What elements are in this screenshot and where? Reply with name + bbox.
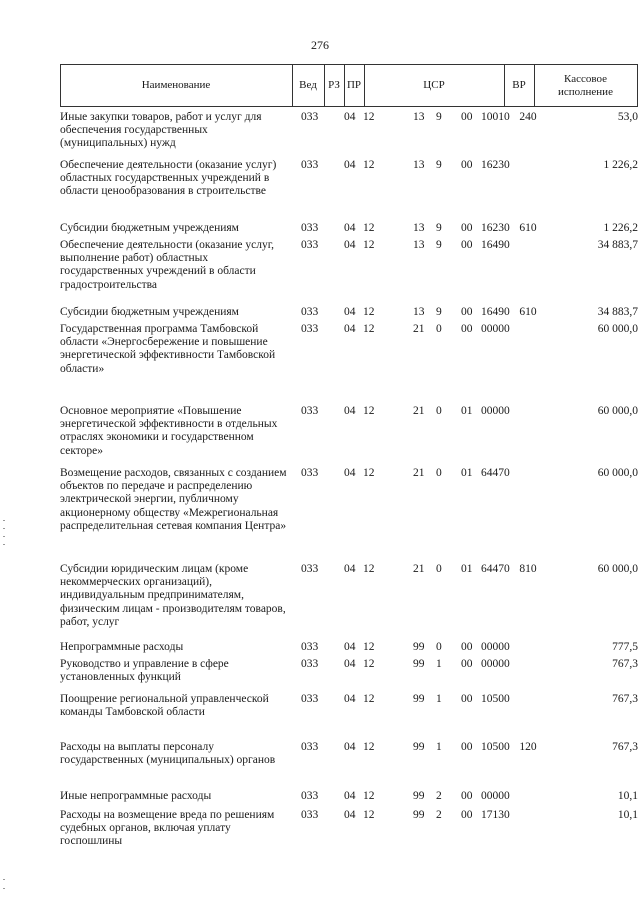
margin-mark	[3, 879, 5, 880]
cell-rz: 04	[344, 239, 356, 251]
header-vr: ВР	[512, 79, 526, 91]
cell-c4: 16230	[481, 222, 510, 234]
cell-c3: 00	[461, 693, 473, 705]
cell-c4: 16490	[481, 239, 510, 251]
cell-c1: 21	[413, 323, 425, 335]
cell-c1: 99	[413, 658, 425, 670]
cell-ved: 033	[301, 658, 319, 670]
cell-c4: 64470	[481, 467, 510, 479]
cell-ki: 10,1	[617, 809, 638, 821]
table-header	[60, 64, 638, 107]
cell-ved: 033	[301, 405, 319, 417]
header-cash-execution: Кассовое исполнение	[558, 72, 613, 98]
cell-ki: 1 226,2	[603, 159, 638, 171]
cell-name: Возмещение расходов, связанных с созданием объектов по передаче и распределению электрической энергии, публичному акционерному обществу «Межрегиональная распределительная сетевая компания Центра»	[60, 467, 287, 532]
cell-c4: 00000	[481, 641, 510, 653]
cell-c2: 9	[436, 239, 442, 251]
cell-vr: 810	[519, 563, 537, 575]
cell-name: Обеспечение деятельности (оказание услуг, выполнение работ) областных государственных учреждений в области градостроительства	[60, 239, 275, 291]
cell-c2: 1	[436, 693, 442, 705]
cell-pr: 12	[363, 239, 375, 251]
cell-c4: 00000	[481, 405, 510, 417]
cell-name: Субсидии бюджетным учреждениям	[60, 306, 239, 318]
cell-pr: 12	[363, 467, 375, 479]
cell-c3: 00	[461, 741, 473, 753]
cell-pr: 12	[363, 790, 375, 802]
cell-name: Расходы на возмещение вреда по решениям судебных органов, включая уплату госпошлины	[60, 809, 275, 848]
cell-pr: 12	[363, 159, 375, 171]
margin-mark	[3, 544, 5, 545]
cell-ki: 53,0	[617, 111, 638, 123]
cell-c2: 9	[436, 111, 442, 123]
cell-ki: 1 226,2	[603, 222, 638, 234]
cell-c2: 1	[436, 658, 442, 670]
cell-ki: 777,5	[612, 641, 638, 653]
cell-name: Субсидии юридическим лицам (кроме некоммерческих организаций), индивидуальным предпринимателям, физическим лицам - производителям товаров, работ, услуг	[60, 563, 286, 628]
cell-pr: 12	[363, 563, 375, 575]
cell-ki: 60 000,0	[597, 467, 638, 479]
cell-c2: 9	[436, 306, 442, 318]
cell-c4: 17130	[481, 809, 510, 821]
cell-pr: 12	[363, 741, 375, 753]
cell-vr: 610	[519, 222, 537, 234]
cell-rz: 04	[344, 809, 356, 821]
cell-c3: 01	[461, 405, 473, 417]
cell-c1: 99	[413, 641, 425, 653]
cell-c2: 2	[436, 809, 442, 821]
cell-ki: 767,3	[612, 741, 638, 753]
cell-name: Иные непрограммные расходы	[60, 790, 212, 802]
cell-c3: 00	[461, 306, 473, 318]
cell-rz: 04	[344, 563, 356, 575]
cell-pr: 12	[363, 658, 375, 670]
cell-c1: 13	[413, 111, 425, 123]
header-csr: ЦСР	[423, 79, 445, 91]
cell-name: Поощрение региональной управленческой команды Тамбовской области	[60, 693, 269, 719]
cell-ved: 033	[301, 159, 319, 171]
cell-pr: 12	[363, 405, 375, 417]
page-number: 276	[311, 38, 329, 52]
cell-name: Основное мероприятие «Повышение энергетической эффективности в отдельных отраслях экономики и государственном секторе»	[60, 405, 278, 457]
cell-pr: 12	[363, 306, 375, 318]
cell-ki: 60 000,0	[597, 405, 638, 417]
cell-c4: 16230	[481, 159, 510, 171]
cell-name: Иные закупки товаров, работ и услуг для обеспечения государственных (муниципальных) нужд	[60, 111, 262, 150]
cell-c2: 0	[436, 467, 442, 479]
cell-name: Руководство и управление в сфере установленных функций	[60, 658, 229, 684]
cell-c1: 99	[413, 809, 425, 821]
cell-name: Расходы на выплаты персоналу государственных (муниципальных) органов	[60, 741, 276, 767]
cell-c1: 21	[413, 467, 425, 479]
margin-mark	[3, 536, 5, 537]
cell-c4: 10500	[481, 693, 510, 705]
cell-ved: 033	[301, 467, 319, 479]
cell-rz: 04	[344, 467, 356, 479]
cell-ved: 033	[301, 222, 319, 234]
cell-ved: 033	[301, 741, 319, 753]
cell-ki: 767,3	[612, 693, 638, 705]
cell-ved: 033	[301, 111, 319, 123]
cell-ved: 033	[301, 809, 319, 821]
cell-c3: 00	[461, 222, 473, 234]
cell-c2: 2	[436, 790, 442, 802]
cell-c3: 00	[461, 111, 473, 123]
cell-rz: 04	[344, 693, 356, 705]
cell-ved: 033	[301, 790, 319, 802]
cell-ki: 60 000,0	[597, 563, 638, 575]
cell-ved: 033	[301, 323, 319, 335]
cell-ved: 033	[301, 641, 319, 653]
cell-rz: 04	[344, 641, 356, 653]
cell-rz: 04	[344, 405, 356, 417]
cell-name: Государственная программа Тамбовской области «Энергосбережение и повышение энергетической эффективности Тамбовской области»	[60, 323, 276, 375]
cell-pr: 12	[363, 111, 375, 123]
cell-ved: 033	[301, 239, 319, 251]
cell-vr: 120	[519, 741, 537, 753]
cell-c1: 13	[413, 222, 425, 234]
cell-ki: 60 000,0	[597, 323, 638, 335]
cell-rz: 04	[344, 222, 356, 234]
header-pr: ПР	[346, 79, 362, 91]
cell-c1: 21	[413, 563, 425, 575]
cell-ved: 033	[301, 306, 319, 318]
cell-c3: 00	[461, 658, 473, 670]
cell-c2: 0	[436, 641, 442, 653]
cell-c4: 16490	[481, 306, 510, 318]
cell-rz: 04	[344, 790, 356, 802]
cell-c4: 10010	[481, 111, 510, 123]
cell-c1: 13	[413, 306, 425, 318]
cell-c1: 13	[413, 159, 425, 171]
cell-name: Непрограммные расходы	[60, 641, 184, 653]
cell-c3: 00	[461, 790, 473, 802]
cell-ki: 10,1	[617, 790, 638, 802]
cell-c1: 99	[413, 741, 425, 753]
margin-mark	[3, 520, 5, 521]
cell-pr: 12	[363, 641, 375, 653]
cell-ved: 033	[301, 563, 319, 575]
margin-mark	[3, 528, 5, 529]
header-rz: РЗ	[328, 79, 340, 91]
cell-rz: 04	[344, 741, 356, 753]
cell-rz: 04	[344, 658, 356, 670]
cell-ki: 34 883,7	[597, 239, 638, 251]
cell-rz: 04	[344, 159, 356, 171]
cell-pr: 12	[363, 323, 375, 335]
cell-c4: 00000	[481, 323, 510, 335]
header-ved: Вед	[299, 79, 317, 91]
cell-ki: 34 883,7	[597, 306, 638, 318]
cell-c1: 99	[413, 790, 425, 802]
cell-rz: 04	[344, 323, 356, 335]
cell-vr: 610	[519, 306, 537, 318]
cell-c3: 00	[461, 809, 473, 821]
cell-c3: 00	[461, 323, 473, 335]
cell-c2: 0	[436, 405, 442, 417]
cell-c1: 13	[413, 239, 425, 251]
cell-c2: 9	[436, 222, 442, 234]
cell-c4: 00000	[481, 658, 510, 670]
cell-c4: 00000	[481, 790, 510, 802]
cell-c3: 00	[461, 641, 473, 653]
cell-c3: 01	[461, 467, 473, 479]
cell-pr: 12	[363, 809, 375, 821]
cell-c2: 0	[436, 563, 442, 575]
cell-c3: 00	[461, 239, 473, 251]
cell-rz: 04	[344, 306, 356, 318]
cell-ved: 033	[301, 693, 319, 705]
cell-c3: 01	[461, 563, 473, 575]
cell-name: Обеспечение деятельности (оказание услуг) областных государственных учреждений в области ценообразования в строительстве	[60, 159, 277, 198]
margin-mark	[3, 888, 5, 889]
cell-vr: 240	[519, 111, 537, 123]
cell-name: Субсидии бюджетным учреждениям	[60, 222, 239, 234]
cell-c4: 64470	[481, 563, 510, 575]
cell-rz: 04	[344, 111, 356, 123]
cell-ki: 767,3	[612, 658, 638, 670]
cell-pr: 12	[363, 222, 375, 234]
cell-c2: 9	[436, 159, 442, 171]
cell-c2: 1	[436, 741, 442, 753]
cell-c1: 99	[413, 693, 425, 705]
header-name: Наименование	[141, 79, 211, 91]
cell-pr: 12	[363, 693, 375, 705]
cell-c3: 00	[461, 159, 473, 171]
cell-c1: 21	[413, 405, 425, 417]
cell-c4: 10500	[481, 741, 510, 753]
cell-c2: 0	[436, 323, 442, 335]
